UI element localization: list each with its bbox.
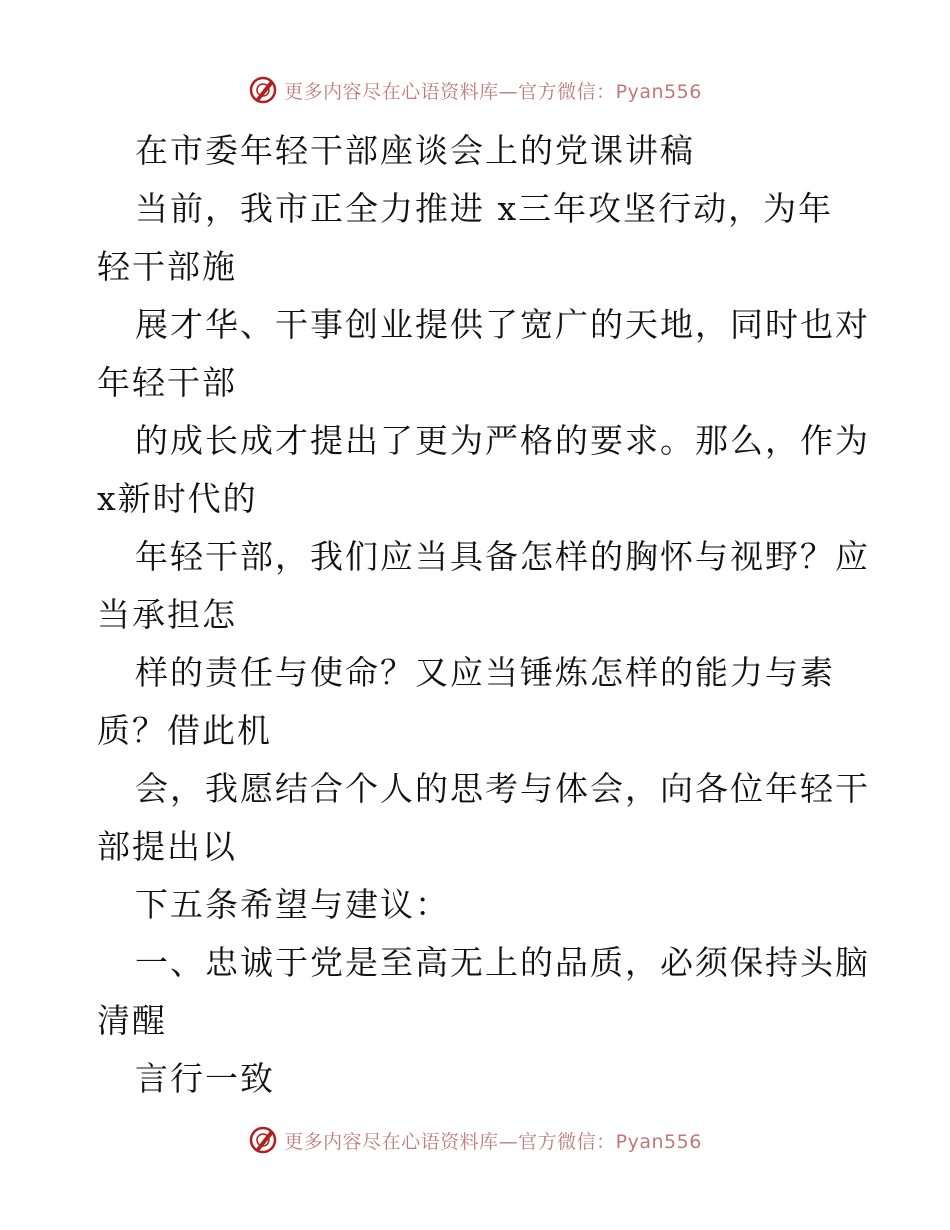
paragraph-line: 年轻干部 <box>97 363 237 402</box>
header-banner-text: 更多内容尽在心语资料库—官方微信：Pyan556 <box>284 80 702 103</box>
pen-circle-logo-icon <box>248 75 278 105</box>
paragraph-line: x新时代的 <box>97 479 258 518</box>
pen-circle-logo-icon <box>248 1125 278 1155</box>
section-heading-line: 清醒 <box>97 1001 167 1040</box>
section-heading-line: 一、忠诚于党是至高无上的品质，必须保持头脑 <box>135 943 870 982</box>
paragraph-line: 样的责任与使命？又应当锤炼怎样的能力与素 <box>135 653 835 692</box>
paragraph-line: 年轻干部，我们应当具备怎样的胸怀与视野？应 <box>135 537 870 576</box>
document-title: 在市委年轻干部座谈会上的党课讲稿 <box>135 131 695 170</box>
section-heading-line: 言行一致 <box>135 1059 275 1098</box>
header-banner <box>0 70 950 110</box>
footer-banner <box>0 1120 950 1160</box>
paragraph-line: 质？借此机 <box>97 711 272 750</box>
paragraph-line: 轻干部施 <box>97 247 237 286</box>
paragraph-line: 展才华、干事创业提供了宽广的天地，同时也对 <box>135 305 870 344</box>
paragraph-line: 当前，我市正全力推进 x三年攻坚行动，为年 <box>135 189 834 228</box>
paragraph-line: 会，我愿结合个人的思考与体会，向各位年轻干 <box>135 769 870 808</box>
paragraph-line: 的成长成才提出了更为严格的要求。那么，作为 <box>135 421 870 460</box>
document-body <box>97 122 870 1108</box>
paragraph-line: 当承担怎 <box>97 595 237 634</box>
paragraph-line: 部提出以 <box>97 827 237 866</box>
footer-banner-text: 更多内容尽在心语资料库—官方微信：Pyan556 <box>284 1130 702 1153</box>
paragraph-line: 下五条希望与建议： <box>135 885 450 924</box>
